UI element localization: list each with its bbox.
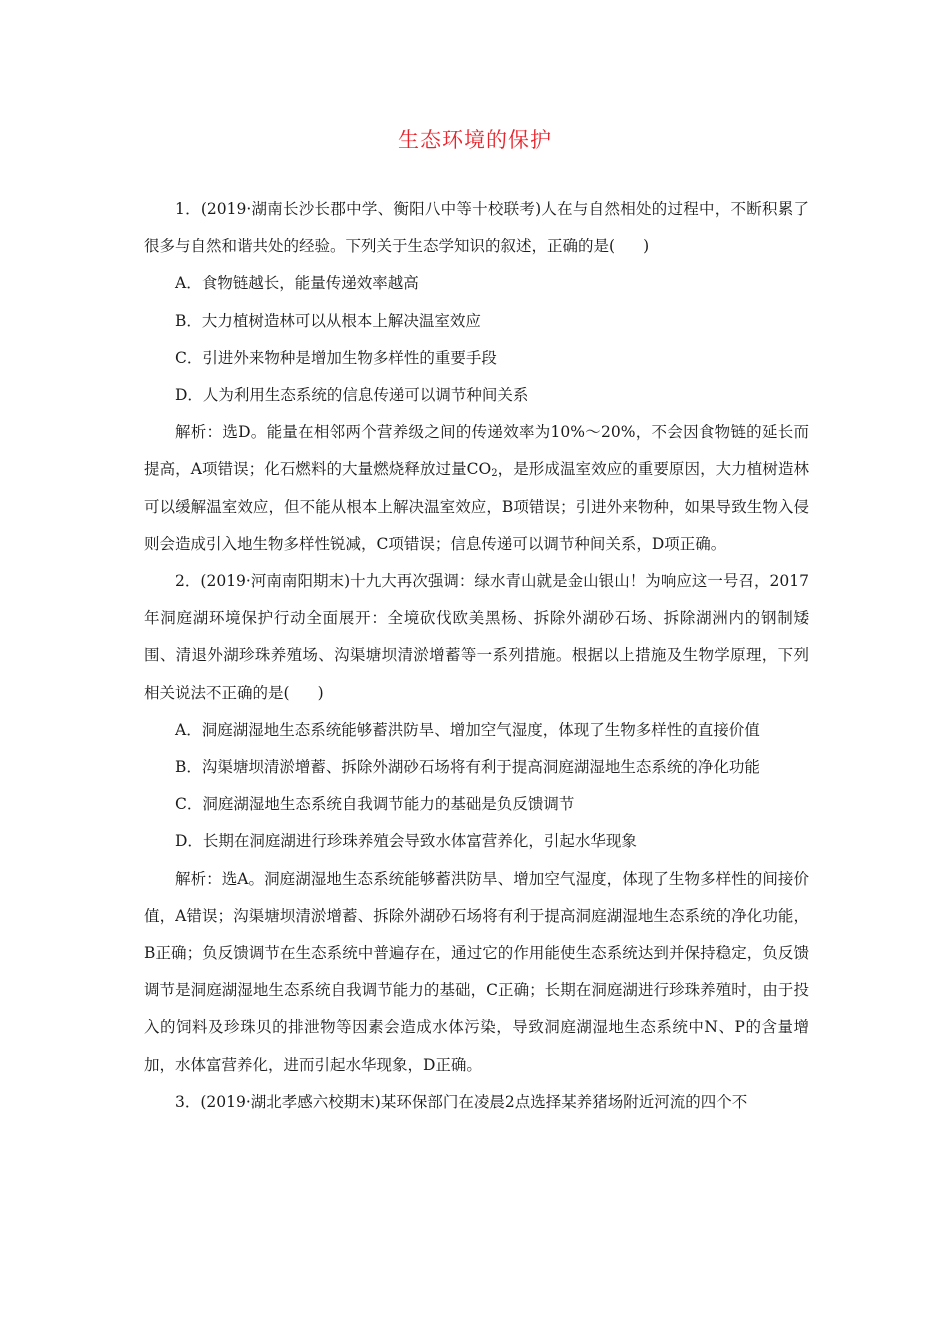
question-2-analysis: 解析：选A。洞庭湖湿地生态系统能够蓄洪防旱、增加空气湿度，体现了生物多样性的间接价值，A错误；沟渠塘坝清淤增蓄、拆除外湖砂石场将有利于提高洞庭湖湿地生态系统的净化功能，B正确；负反馈调节在生态系统中普遍存在，通过它的作用能使生态系统达到并保持稳定，负反馈调节是洞庭湖湿地生态系统自我调节能力的基础，C正确；长期在洞庭湖进行珍珠养殖时，由于投入的饲料及珍珠贝的排泄物等因素会造成水体污染，导致洞庭湖湿地生态系统中N、P的含量增加，水体富营养化，进而引起水华现象，D正确。 xyxy=(144,869,809,1074)
question-stem-text: 1．(2019·湖南长沙长郡中学、衡阳八中等十校联考)人在与自然相处的过程中，不断积累了很多与自然和谐共处的经验。下列关于生态学知识的叙述，正确的是( xyxy=(144,200,809,256)
question-1-option-d: D．人为利用生态系统的信息传递可以调节种间关系 xyxy=(175,386,529,405)
question-2-option-d: D．长期在洞庭湖进行珍珠养殖会导致水体富营养化，引起水华现象 xyxy=(175,832,637,851)
analysis-subscript: 2 xyxy=(491,468,498,480)
question-1-stem xyxy=(144,191,809,265)
question-2-option-c: C．洞庭湖湿地生态系统自我调节能力的基础是负反馈调节 xyxy=(175,795,575,814)
question-1-option-b: B．大力植树造林可以从根本上解决温室效应 xyxy=(175,311,481,330)
analysis-text-part-1: 解析：选D。能量在相邻两个营养级之间的传递效率为10%～20%，不会因食物链的延长而提高，A项错误；化石燃料的大量燃烧释放过量CO xyxy=(144,423,809,479)
question-3-stem: 3．(2019·湖北孝感六校期末)某环保部门在凌晨2点选择某养猪场附近河流的四个不 xyxy=(175,1092,748,1111)
analysis-text-part-2: ，是形成温室效应的重要原因，大力植树造林可以缓解温室效应，但不能从根本上解决温室效应，B项错误；引进外来物种，如果导致生物入侵则会造成引入地生物多样性锐减，C项错误；信息传递可以调节种间关系，D项正确。 xyxy=(144,460,809,553)
document-body xyxy=(144,191,809,1121)
question-2-stem xyxy=(144,563,809,712)
question-1-option-a: A．食物链越长，能量传递效率越高 xyxy=(175,274,419,293)
question-stem-end: ) xyxy=(317,683,324,702)
page-title: 生态环境的保护 xyxy=(398,128,552,152)
question-stem-text: 2．(2019·河南南阳期末)十九大再次强调：绿水青山就是金山银山！为响应这一号召，2017年洞庭湖环境保护行动全面展开：全境砍伐欧美黑杨、拆除外湖砂石场、拆除湖洲内的钢制矮围、清退外湖珍珠养殖场、沟渠塘坝清淤增蓄等一系列措施。根据以上措施及生物学原理，下列相关说法不正确的是( xyxy=(144,572,809,702)
question-1-analysis xyxy=(144,414,809,563)
question-1-option-c: C．引进外来物种是增加生物多样性的重要手段 xyxy=(175,348,497,367)
question-2-option-a: A．洞庭湖湿地生态系统能够蓄洪防旱、增加空气湿度，体现了生物多样性的直接价值 xyxy=(175,720,760,739)
question-stem-end: ) xyxy=(643,237,650,256)
question-2-option-b: B．沟渠塘坝清淤增蓄、拆除外湖砂石场将有利于提高洞庭湖湿地生态系统的净化功能 xyxy=(175,758,760,777)
